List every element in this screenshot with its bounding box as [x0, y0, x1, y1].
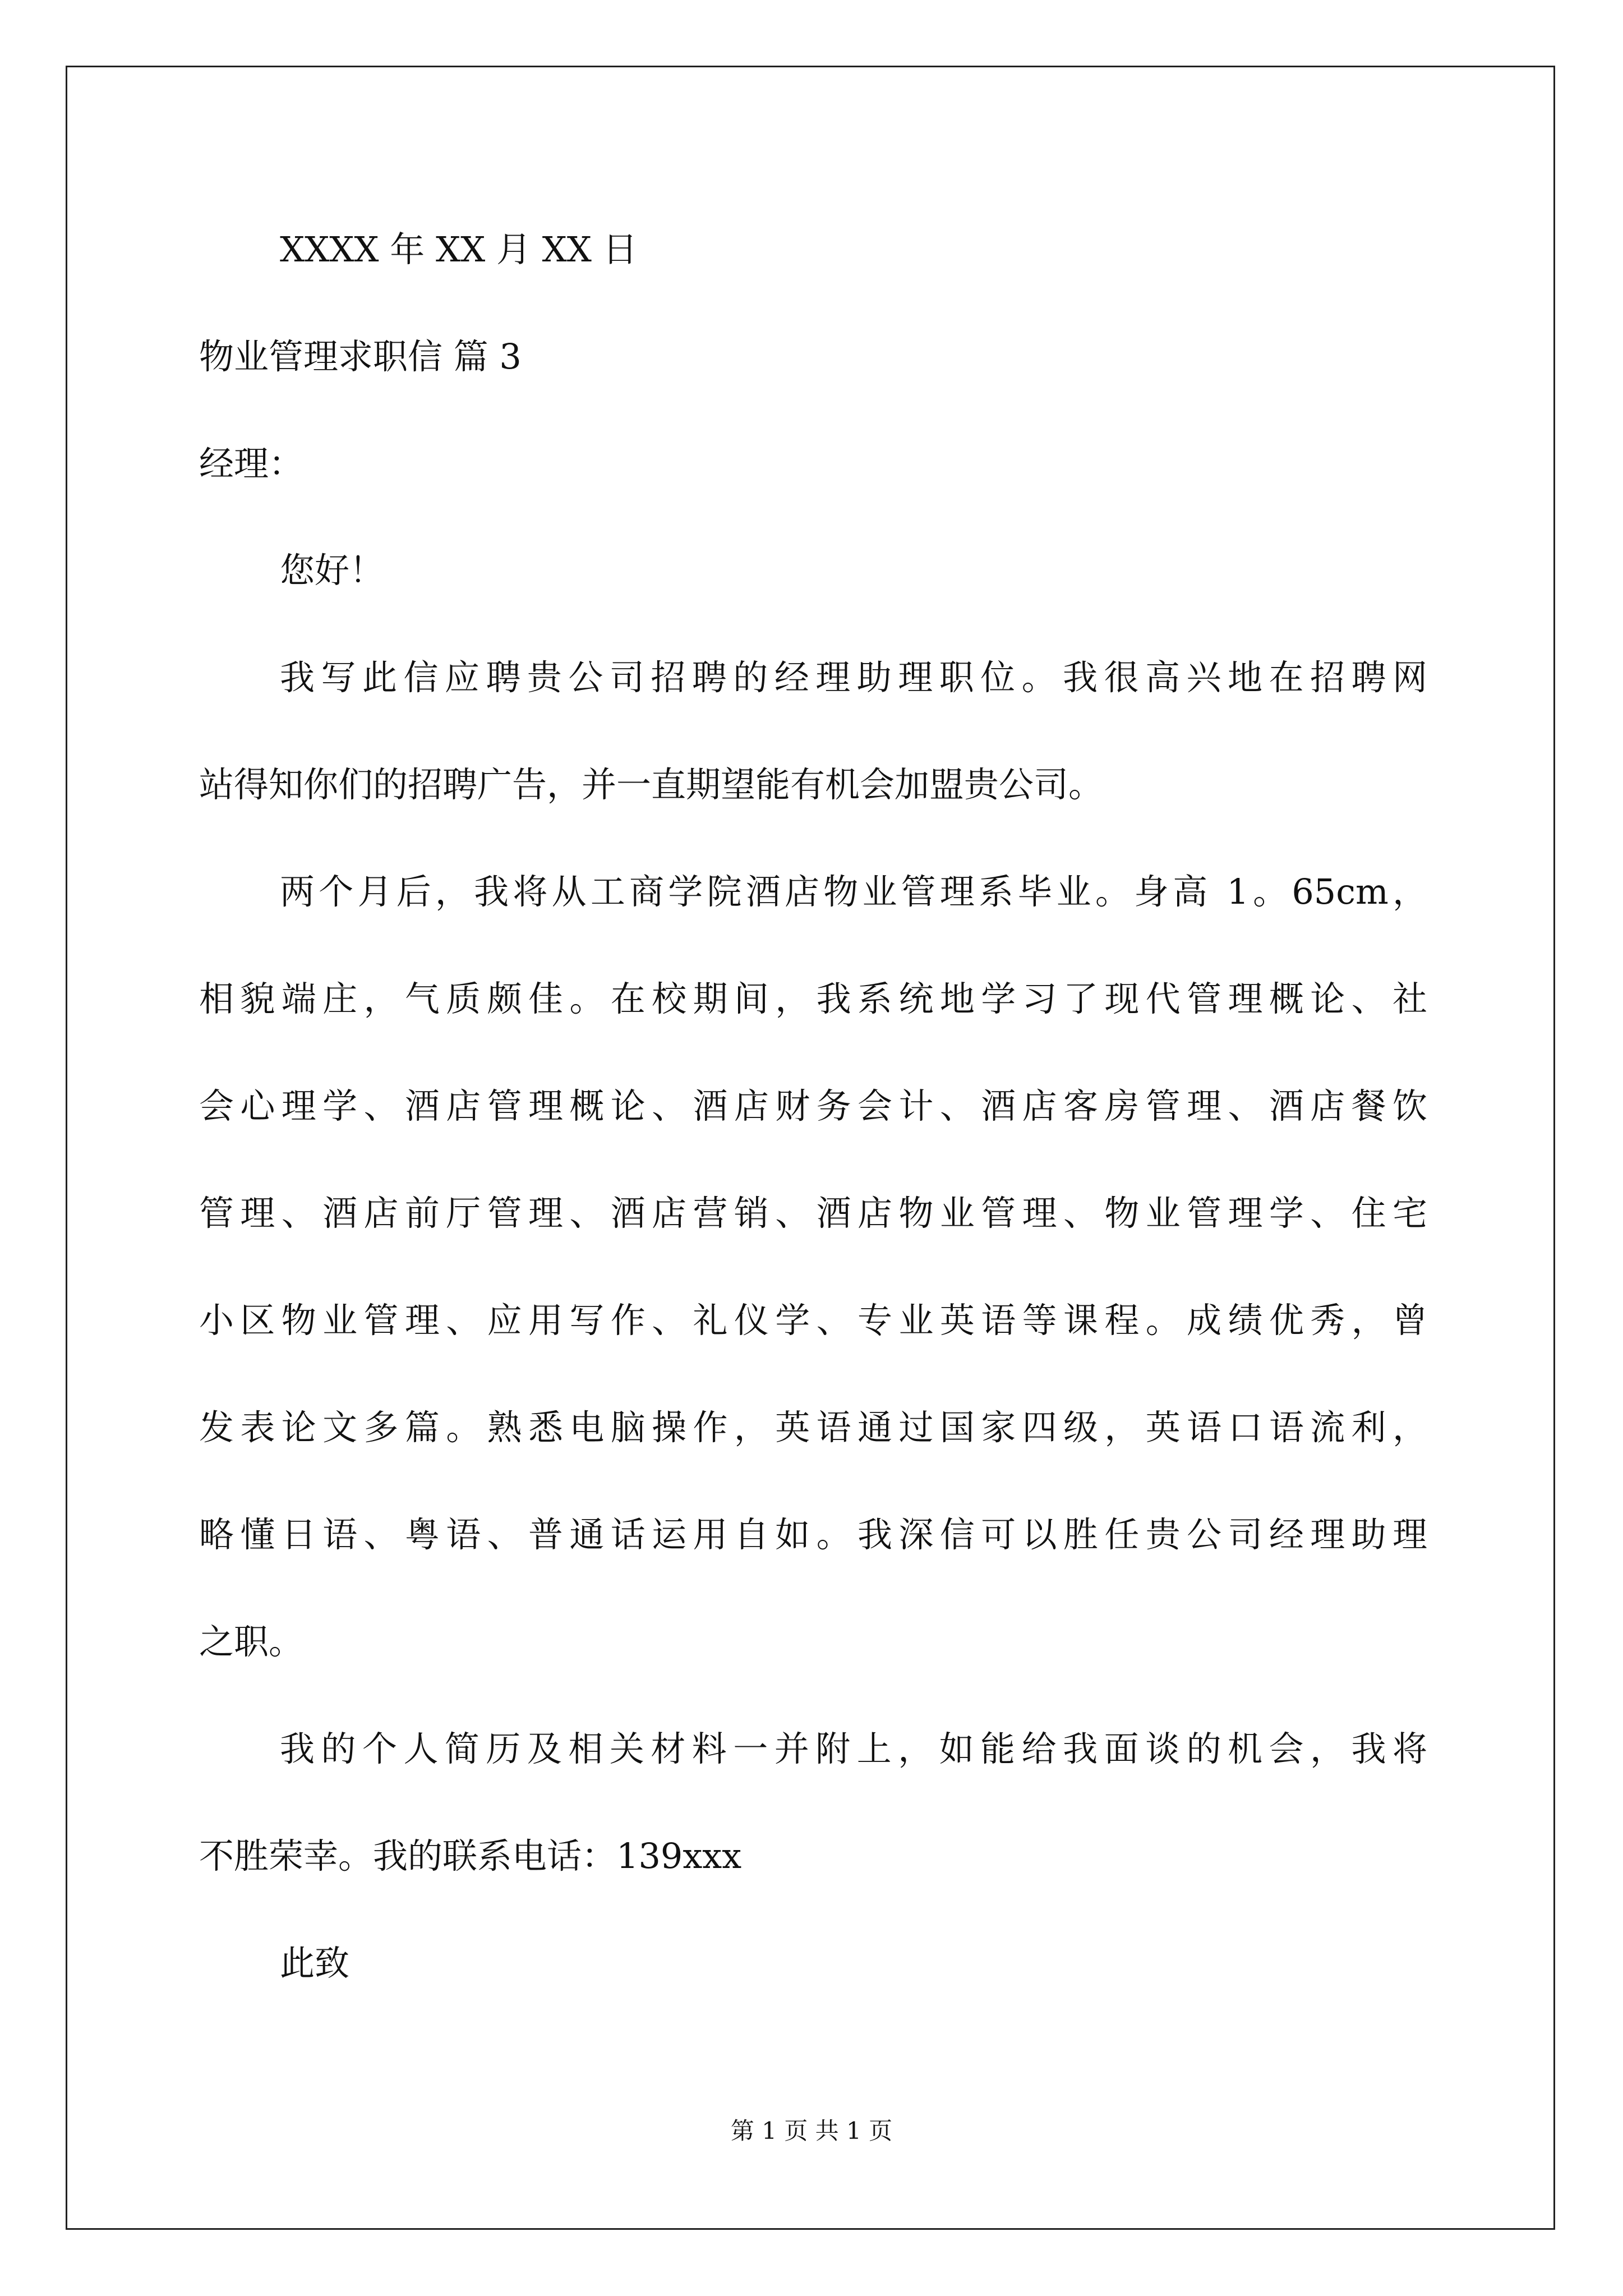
paragraph-2-line-2: 相貌端庄，气质颇佳。在校期间，我系统地学习了现代管理概论、社: [199, 978, 1427, 1019]
paragraph-2-line-7: 略懂日语、粤语、普通话运用自如。我深信可以胜任贵公司经理助理: [199, 1514, 1427, 1555]
greeting: 您好！: [280, 550, 385, 591]
paragraph-2-line-5: 小区物业管理、应用写作、礼仪学、专业英语等课程。成绩优秀，曾: [199, 1300, 1427, 1341]
paragraph-2-line-8: 之职。: [199, 1621, 304, 1662]
paragraph-1-line-2: 站得知你们的招聘广告，并一直期望能有机会加盟贵公司。: [199, 764, 1104, 805]
paragraph-3-line-1: 我的个人简历及相关材料一并附上，如能给我面谈的机会，我将: [280, 1728, 1427, 1769]
section-title: 物业管理求职信 篇 3: [199, 336, 522, 377]
paragraph-2-line-3: 会心理学、酒店管理概论、酒店财务会计、酒店客房管理、酒店餐饮: [199, 1085, 1427, 1126]
closing: 此致: [280, 1943, 350, 1984]
page-border: [66, 66, 1555, 2230]
paragraph-1-line-1: 我写此信应聘贵公司招聘的经理助理职位。我很高兴地在招聘网: [280, 657, 1427, 698]
page-indicator: 第 1 页 共 1 页: [730, 2117, 893, 2145]
paragraph-2-line-1: 两个月后，我将从工商学院酒店物业管理系毕业。身高 1。65cm，: [280, 871, 1427, 912]
paragraph-2-line-4: 管理、酒店前厅管理、酒店营销、酒店物业管理、物业管理学、住宅: [199, 1193, 1427, 1234]
paragraph-3-line-2: 不胜荣幸。我的联系电话：139xxx: [199, 1835, 742, 1876]
date-line: XXXX 年 XX 月 XX 日: [280, 229, 638, 270]
salutation: 经理：: [199, 443, 304, 484]
paragraph-2-line-6: 发表论文多篇。熟悉电脑操作，英语通过国家四级，英语口语流利，: [199, 1407, 1427, 1448]
